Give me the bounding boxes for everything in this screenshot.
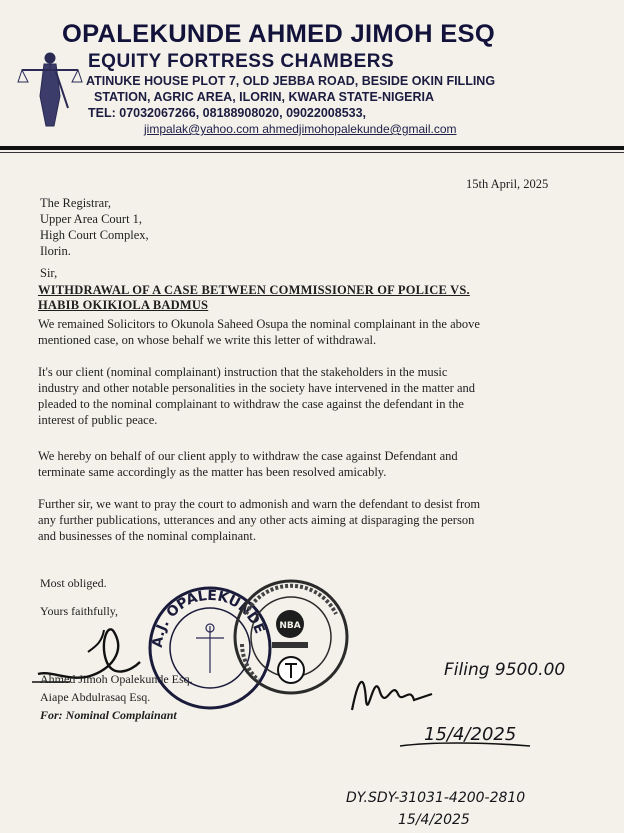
handwritten-receipt-date: 15/4/2025 xyxy=(398,812,470,828)
handwritten-date: 15/4/2025 xyxy=(424,724,517,745)
letterhead-divider xyxy=(0,146,624,150)
paragraph-line: interest of public peace. xyxy=(38,413,158,427)
recipient-line: Upper Area Court 1, xyxy=(40,212,143,226)
body-paragraph xyxy=(38,496,584,544)
closing: Most obliged. xyxy=(40,576,107,590)
letterhead-address-line2: STATION, AGRIC AREA, ILORIN, KWARA STATE-NIGERIA xyxy=(94,90,435,104)
signatory-2: Aiape Abdulrasaq Esq. xyxy=(40,690,151,704)
handwritten-fee: Filing 9500.00 xyxy=(444,660,566,680)
paragraph-line: It's our client (nominal complainant) instruction that the stakeholders in the music xyxy=(38,365,448,379)
paragraph-line: industry and other notable personalities in the society have intervened in the matter and xyxy=(38,381,476,395)
paragraph-line: Further sir, we want to pray the court to admonish and warn the defendant to desist from xyxy=(38,497,481,511)
paragraph-line: We remained Solicitors to Okunola Saheed Osupa the nominal complainant in the above xyxy=(38,317,480,331)
paragraph-line: terminate same accordingly as the matter has been resolved amicably. xyxy=(38,465,387,479)
body-paragraph xyxy=(38,316,584,348)
recipient-line: The Registrar, xyxy=(40,196,112,210)
nba-stamp-label: NBA xyxy=(279,621,301,631)
letterhead-address-line1: ATINUKE HOUSE PLOT 7, OLD JEBBA ROAD, BESIDE OKIN FILLING xyxy=(86,74,496,88)
lady-justice-icon xyxy=(16,48,84,128)
letterhead-name: OPALEKUNDE AHMED JIMOH ESQ xyxy=(62,20,495,48)
letterhead-tel: TEL: 07032067266, 08188908020, 09022008533, xyxy=(88,106,367,120)
body-paragraph xyxy=(38,364,584,428)
signatory-1: Ahmed Jimoh Opalekunde Esq. xyxy=(40,672,193,686)
letter-date: 15th April, 2025 xyxy=(466,177,549,191)
letterhead-email: jimpalak@yahoo.com ahmedjimohopalekunde@gmail.com xyxy=(144,122,457,136)
handwritten-receipt-number: DY.SDY-31031-4200-2810 xyxy=(346,790,526,806)
paragraph-line: pleaded to the nominal complainant to withdraw the case against the defendant in the xyxy=(38,397,464,411)
subject-line-2: HABIB OKIKIOLA BADMUS xyxy=(38,298,209,312)
subject-line-1: WITHDRAWAL OF A CASE BETWEEN COMMISSIONER OF POLICE VS. xyxy=(38,283,470,297)
body-paragraph xyxy=(38,448,584,480)
letterhead-divider-thin xyxy=(0,152,624,153)
recipient-line: Ilorin. xyxy=(40,244,71,258)
paragraph-line: We hereby on behalf of our client apply to withdraw the case against Defendant and xyxy=(38,449,458,463)
stamp-left-ring-text: A.J. OPALEKUNDE xyxy=(149,587,268,649)
valediction: Yours faithfully, xyxy=(40,604,119,618)
paragraph-line: mentioned case, on whose behalf we write this letter of withdrawal. xyxy=(38,333,377,347)
letterhead-chambers: EQUITY FORTRESS CHAMBERS xyxy=(88,51,395,72)
for-line: For: Nominal Complainant xyxy=(40,708,177,722)
subject-line xyxy=(38,283,470,313)
salutation: Sir, xyxy=(40,266,58,280)
paragraph-line: and businesses of the nominal complainant. xyxy=(38,529,257,543)
recipient-line: High Court Complex, xyxy=(40,228,149,242)
nba-seal-stamp xyxy=(228,574,354,704)
paragraph-line: any further publications, utterances and any other acts aiming at disparaging the person xyxy=(38,513,475,527)
